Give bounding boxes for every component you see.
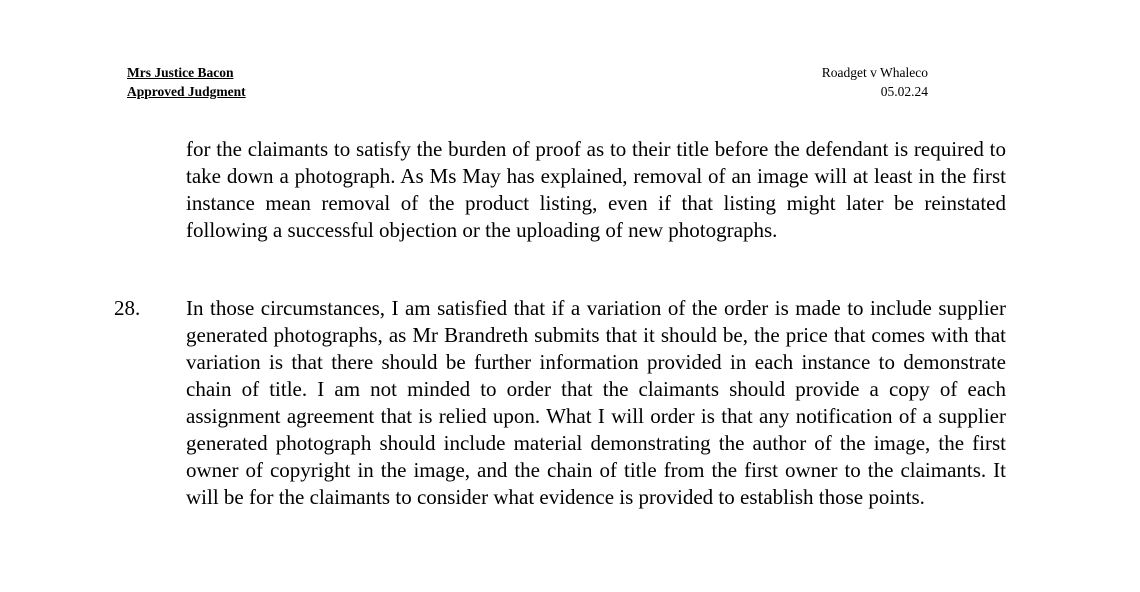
page-header-right: [822, 63, 928, 101]
paragraph-number: 28.: [114, 296, 141, 320]
judgment-date: 05.02.24: [880, 84, 928, 99]
judge-name: Mrs Justice Bacon: [127, 65, 234, 80]
case-name: Roadget v Whaleco: [821, 65, 928, 80]
page-header-left: [127, 63, 246, 101]
paragraph-28: In those circumstances, I am satisfied that if a variation of the order is made to include supplier generated photographs, as Mr Brandreth submits that it should be, the price that comes with that variation is that there should be further information provided in each instance to demonstrate chain of title. I am not minded to order that the claimants should provide a copy of each assignment agreement that is relied upon. What I will order is that any notification of a supplier generated photograph should include material demonstrating the author of the image, the first owner of copyright in the image, and the chain of title from the first owner to the claimants. It will be for the claimants to consider what evidence is provided to establish those points.: [186, 296, 1006, 509]
judgment-type: Approved Judgment: [127, 84, 246, 99]
paragraph-continued: for the claimants to satisfy the burden of proof as to their title before the defendant is required to take down a photograph. As Ms May has explained, removal of an image will at least in the first instance mean removal of the product listing, even if that listing might later be reinstated following a successful objection or the uploading of new photographs.: [186, 137, 1006, 242]
